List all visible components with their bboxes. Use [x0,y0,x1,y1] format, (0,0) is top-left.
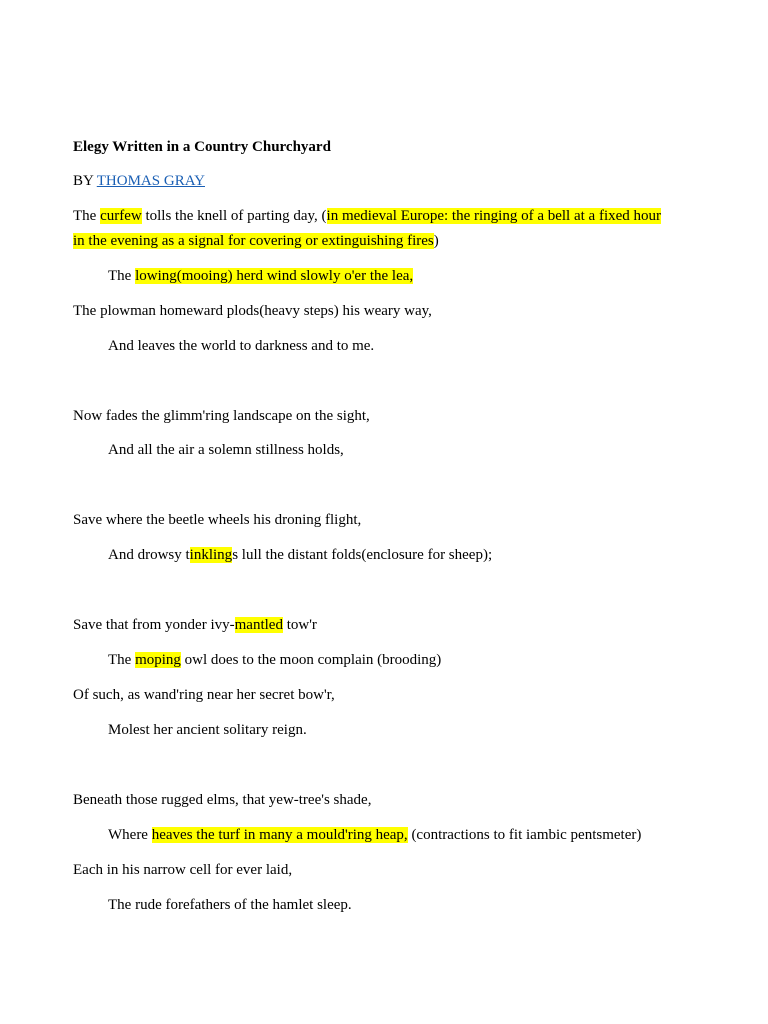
highlighted-word: moping [135,652,181,668]
poem-line-7: Save where the beetle wheels his droning flight, [73,512,362,528]
highlighted-word: inkling [189,547,233,563]
poem-line-4: And leaves the world to darkness and to me. [108,338,375,354]
poem-line-9 [73,613,317,638]
text-segment: tow'r [282,617,317,633]
poem-line-10 [108,648,441,673]
text-segment: s lull the distant folds(enclosure for sheep); [232,547,493,563]
poem-line-6: And all the air a solemn stillness holds, [108,442,344,458]
poem-line-1 [73,204,661,229]
poem-line-16: The rude forefathers of the hamlet sleep. [108,897,352,913]
highlighted-phrase: heaves the turf in many a mould'ring heap, [151,827,408,843]
text-segment: tolls the knell of parting day, ( [141,208,327,224]
highlighted-word: curfew [100,208,142,224]
text-segment: And drowsy t [108,547,190,563]
author-link[interactable]: THOMAS GRAY [96,173,205,189]
poem-line-5: Now fades the glimm'ring landscape on the sight, [73,408,370,424]
text-segment: The [108,268,136,284]
poem-line-8 [108,543,492,568]
text-segment: The [73,208,101,224]
poem-title: Elegy Written in a Country Churchyard [73,139,331,155]
poem-line-3: The plowman homeward plods(heavy steps) his weary way, [73,303,432,319]
text-segment: owl does to the moon complain (brooding) [180,652,442,668]
poem-line-1-continuation [73,229,439,254]
poem-line-14 [108,823,641,848]
highlighted-word: mantled [234,617,283,633]
poem-line-15: Each in his narrow cell for ever laid, [73,862,293,878]
poem-line-13: Beneath those rugged elms, that yew-tree's shade, [73,792,372,808]
highlighted-annotation: in medieval Europe: the ringing of a bell at a fixed hour [326,208,662,224]
text-segment: Save that from yonder ivy- [73,617,235,633]
byline [73,169,205,194]
poem-line-2 [108,264,413,289]
text-segment: ) [433,233,439,249]
highlighted-annotation: in the evening as a signal for covering or extinguishing fires [73,233,434,249]
text-segment: (contractions to fit iambic pentsmeter) [407,827,642,843]
highlighted-phrase: lowing(mooing) herd wind slowly o'er the lea, [135,268,414,284]
byline-prefix: BY [73,173,97,189]
poem-line-11: Of such, as wand'ring near her secret bow'r, [73,687,335,703]
poem-line-12: Molest her ancient solitary reign. [108,722,307,738]
text-segment: Where [108,827,152,843]
text-segment: The [108,652,136,668]
